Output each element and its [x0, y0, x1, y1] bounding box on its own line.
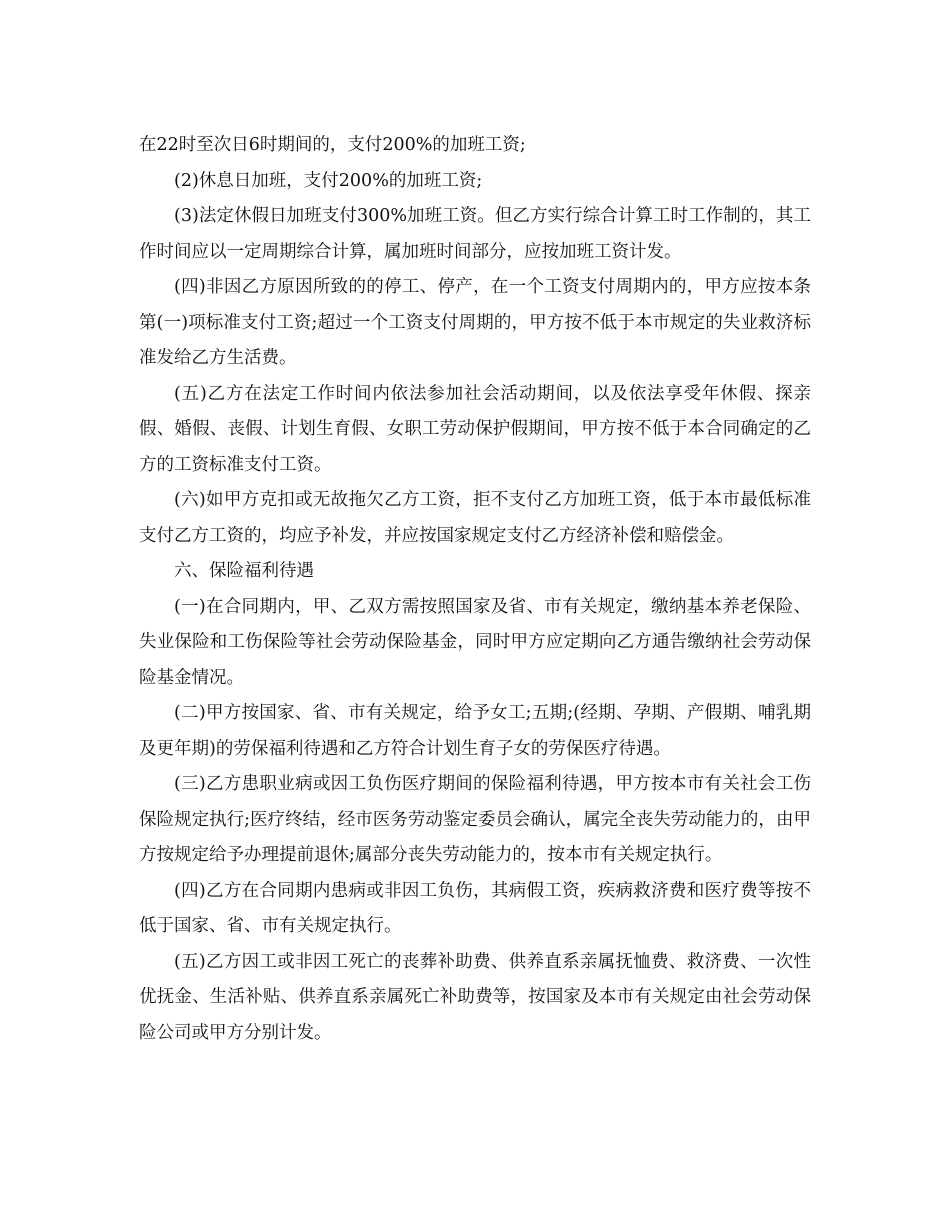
paragraph-overtime-rest-day: (2)休息日加班，支付200%的加班工资;	[174, 170, 483, 191]
paragraph-overtime-holiday: (3)法定休假日加班支付300%加班工资。但乙方实行综合计算工时工作制的，其工作时间应以一定周期综合计算，属加班时间部分，应按加班工资计发。	[139, 206, 811, 262]
document-body	[139, 128, 811, 1051]
paragraph-social-insurance: (一)在合同期内，甲、乙双方需按照国家及省、市有关规定，缴纳基本养老保险、失业保险和工伤保险等社会劳动保险基金，同时甲方应定期向乙方通告缴纳社会劳动保险基金情况。	[139, 596, 811, 688]
paragraph-sick-leave: (四)乙方在合同期内患病或非因工负伤，其病假工资，疾病救济费和医疗费等按不低于国家、省、市有关规定执行。	[139, 880, 811, 936]
paragraph-female-worker-benefits: (二)甲方按国家、省、市有关规定，给予女工;五期;(经期、孕期、产假期、哺乳期及更年期)的劳保福利待遇和乙方符合计划生育子女的劳保医疗待遇。	[139, 703, 811, 759]
paragraph-continuation: 在22时至次日6时期间的，支付200%的加班工资;	[139, 135, 526, 155]
section-heading-insurance-benefits: 六、保险福利待遇	[174, 561, 314, 581]
paragraph-occupational-disease: (三)乙方患职业病或因工负伤医疗期间的保险福利待遇，甲方按本市有关社会工伤保险规定执行;医疗终结，经市医务劳动鉴定委员会确认，属完全丧失劳动能力的，由甲方按规定给予办理提前退休;属部分丧失劳动能力的，按本市有关规定执行。	[139, 774, 811, 865]
paragraph-work-stoppage: (四)非因乙方原因所致的的停工、停产，在一个工资支付周期内的，甲方应按本条第(一)项标准支付工资;超过一个工资支付周期的，甲方按不低于本市规定的失业救济标准发给乙方生活费。	[139, 277, 811, 368]
paragraph-social-activity-leave: (五)乙方在法定工作时间内依法参加社会活动期间，以及依法享受年休假、探亲假、婚假、丧假、计划生育假、女职工劳动保护假期间，甲方按不低于本合同确定的乙方的工资标准支付工资。	[139, 383, 811, 475]
paragraph-death-benefits: (五)乙方因工或非因工死亡的丧葬补助费、供养直系亲属抚恤费、救济费、一次性优抚金、生活补贴、供养直系亲属死亡补助费等，按国家及本市有关规定由社会劳动保险公司或甲方分别计发。	[139, 951, 811, 1043]
paragraph-wage-arrears: (六)如甲方克扣或无故拖欠乙方工资，拒不支付乙方加班工资，低于本市最低标准支付乙方工资的，均应予补发，并应按国家规定支付乙方经济补偿和赔偿金。	[139, 490, 811, 546]
